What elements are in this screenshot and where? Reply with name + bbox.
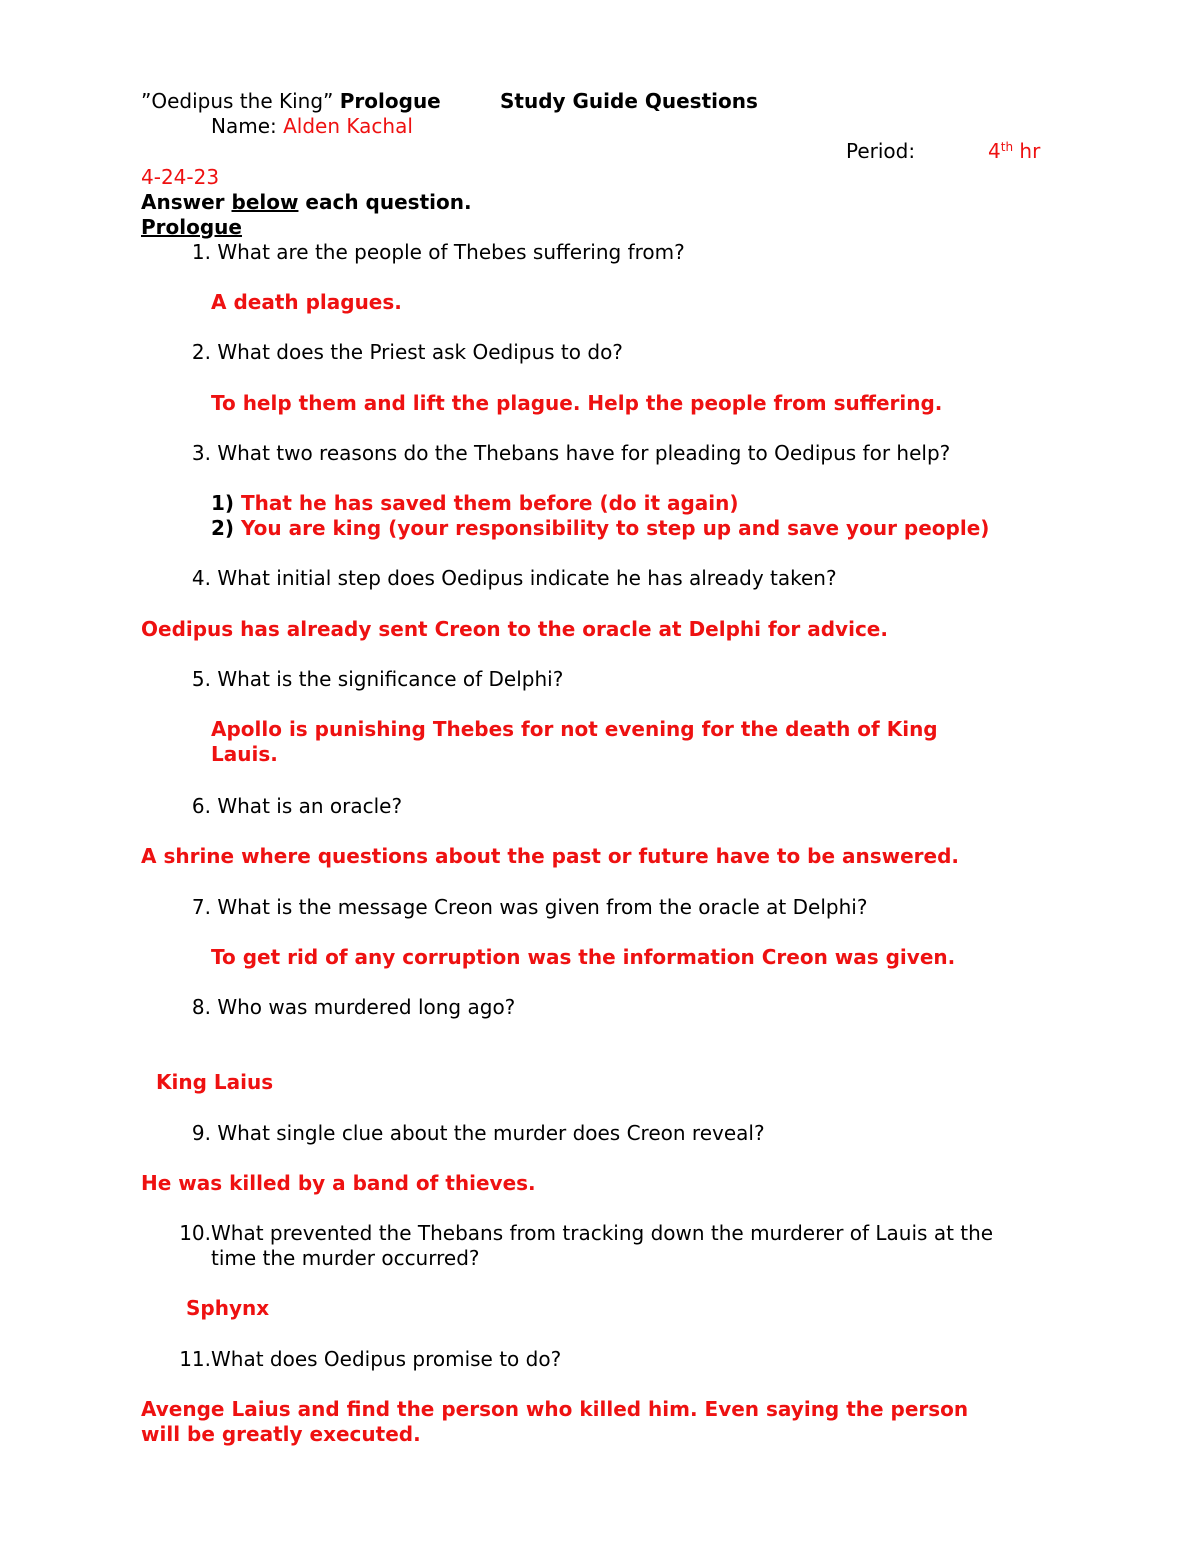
document-title: ”Oedipus the King” Prologue (141, 89, 441, 113)
name-line: Name: Alden Kachal (211, 114, 413, 138)
answer-1: A death plagues. (211, 290, 402, 314)
answer-2: To help them and lift the plague. Help the people from suffering. (211, 391, 943, 415)
answer-3-item-2: 2) You are king (your responsibility to step up and save your people) (211, 516, 990, 540)
answer-3-item-1: 1) That he has saved them before (do it again) (211, 491, 739, 515)
answer-11-line-1: Avenge Laius and find the person who killed him. Even saying the person (141, 1397, 969, 1421)
question-4: 4. What initial step does Oedipus indicate he has already taken? (191, 566, 837, 590)
document-subtitle: Study Guide Questions (500, 89, 758, 113)
question-6: 6. What is an oracle? (191, 794, 403, 818)
period-label: Period: (846, 139, 916, 163)
question-9: 9. What single clue about the murder does Creon reveal? (191, 1121, 765, 1145)
answer-7: To get rid of any corruption was the information Creon was given. (211, 945, 956, 969)
answer-5-line-1: Apollo is punishing Thebes for not evening for the death of King (211, 717, 938, 741)
period-value: 4th hr (988, 139, 1041, 163)
answer-4: Oedipus has already sent Creon to the oracle at Delphi for advice. (141, 617, 888, 641)
answer-5-line-2: Lauis. (211, 742, 278, 766)
question-3: 3. What two reasons do the Thebans have for pleading to Oedipus for help? (191, 441, 951, 465)
answer-8: King Laius (156, 1070, 274, 1094)
question-8: 8. Who was murdered long ago? (191, 995, 516, 1019)
answer-10: Sphynx (186, 1296, 270, 1320)
question-2: 2. What does the Priest ask Oedipus to do? (191, 340, 623, 364)
date: 4-24-23 (141, 165, 220, 189)
instructions: Answer below each question. (141, 190, 472, 214)
student-name: Alden Kachal (283, 114, 413, 138)
question-10-line-2: time the murder occurred? (211, 1246, 480, 1270)
section-heading: Prologue (141, 215, 242, 239)
answer-11-line-2: will be greatly executed. (141, 1422, 421, 1446)
answer-6: A shrine where questions about the past or future have to be answered. (141, 844, 960, 868)
question-7: 7. What is the message Creon was given from the oracle at Delphi? (191, 895, 868, 919)
question-5: 5. What is the significance of Delphi? (191, 667, 564, 691)
answer-9: He was killed by a band of thieves. (141, 1171, 536, 1195)
question-10: 10.What prevented the Thebans from tracking down the murderer of Lauis at the (179, 1221, 994, 1245)
question-11: 11.What does Oedipus promise to do? (179, 1347, 562, 1371)
question-1: 1. What are the people of Thebes suffering from? (191, 240, 685, 264)
